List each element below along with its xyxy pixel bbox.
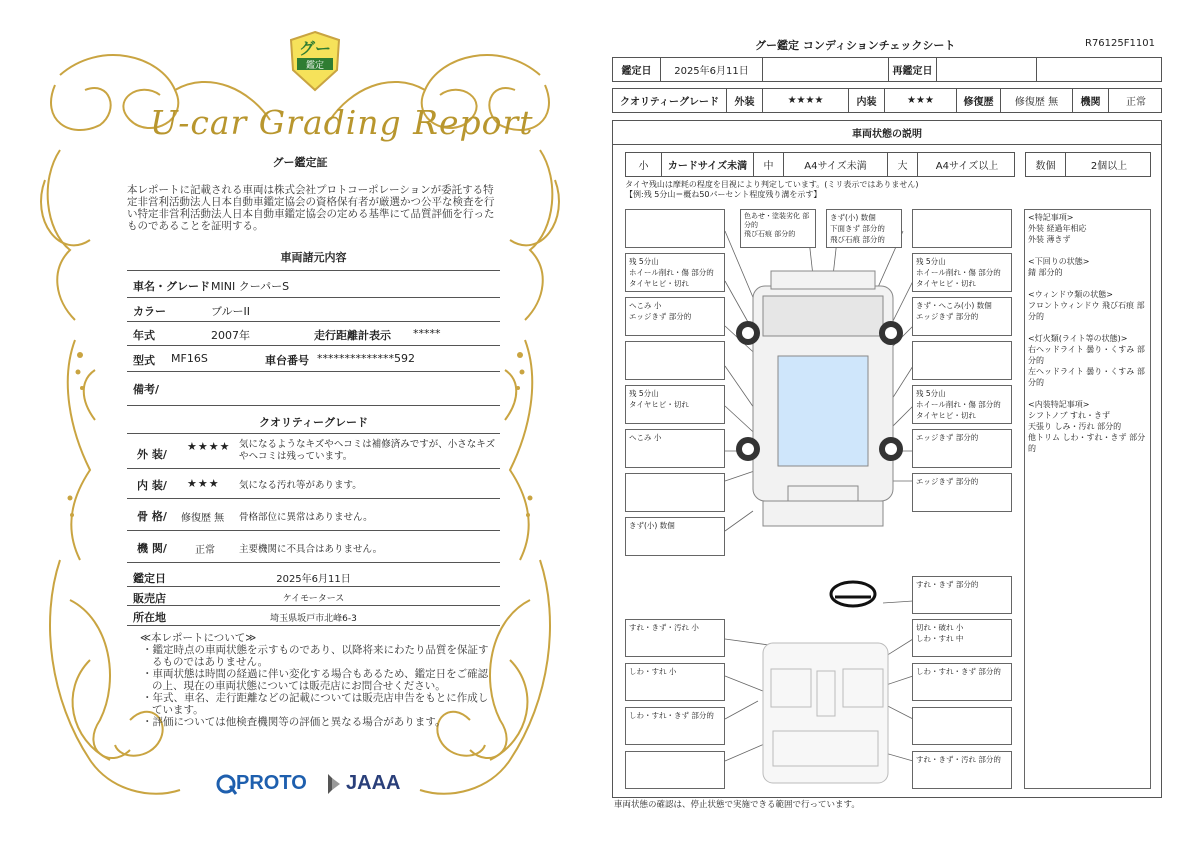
sheet-title: グー鑑定 コンディションチェックシート bbox=[755, 39, 956, 52]
quality-grade-label: クオリティーグレード bbox=[613, 89, 727, 112]
frame-value: 修復歴 無 bbox=[181, 513, 225, 524]
damage-box: 色あせ・塗装劣化 部分的 飛び石痕 部分的 bbox=[740, 209, 816, 248]
note-item: ・年式、車名、走行距離などの記載については販売店申告をもとに作成しています。 bbox=[142, 692, 489, 716]
damage-box: へこみ 小 bbox=[625, 429, 725, 468]
damage-box bbox=[625, 473, 725, 512]
interior-box bbox=[625, 751, 725, 789]
proto-logo-icon bbox=[218, 776, 236, 794]
address-value: 埼玉県坂戸市北峰6-3 bbox=[270, 614, 357, 624]
spec-row-model bbox=[127, 346, 500, 372]
damage-box: へこみ 小 エッジきず 部分的 bbox=[625, 297, 725, 336]
damage-box: 残 5分山 タイヤヒビ・切れ bbox=[625, 385, 725, 424]
sheet-footer-note: 車両状態の確認は、停止状態で実施できる範囲で行っています。 bbox=[614, 800, 860, 810]
damage-box bbox=[912, 341, 1012, 380]
damage-box: きず(小) 数個 下面きず 部分的 飛び石痕 部分的 bbox=[826, 209, 902, 248]
size-large-desc: A4サイズ以上 bbox=[935, 161, 999, 172]
note-item: ・評価については他検査機関等の評価と異なる場合があります。 bbox=[142, 716, 446, 728]
interior-box: すれ・きず・汚れ 小 bbox=[625, 619, 725, 657]
quality-grade-row bbox=[612, 88, 1162, 113]
color-value: ブルーII bbox=[211, 305, 251, 318]
remarks-label: 備考/ bbox=[133, 383, 160, 396]
grade-row-exterior bbox=[127, 435, 500, 469]
damage-box bbox=[912, 209, 1012, 248]
blank-cell bbox=[763, 58, 889, 81]
info-row-date bbox=[127, 566, 500, 587]
appraisal-date-row bbox=[612, 57, 1162, 82]
car-name-value: MINI クーパーS bbox=[211, 280, 290, 293]
model-value: MF16S bbox=[171, 352, 208, 365]
interior-box: しわ・すれ 小 bbox=[625, 663, 725, 701]
condition-check-sheet bbox=[605, 0, 1200, 848]
ext-label: 外装 bbox=[727, 89, 763, 112]
special-notes: <特記事項> 外装 経過年相応 外装 薄きず <下回りの状態> 錆 部分的 <ウィンドウ類の状態> フロントウィンドウ 飛び石痕 部分的 <灯火類(ライト等の状態)> 右ヘッドライト 曇り・くすみ 部分的 左ヘッドライト 曇り・くすみ 部分的 <内装特記事項> シフトノブ すれ・きず 天張り しみ・汚れ 部分的 他トリム しわ・すれ・きず 部分的 bbox=[1024, 209, 1151, 789]
engine-desc: 主要機関に不具合はありません。 bbox=[239, 544, 383, 555]
svg-text:鑑定: 鑑定 bbox=[305, 61, 325, 71]
grade-row-frame bbox=[127, 499, 500, 531]
int-stars: ★★★ bbox=[885, 89, 957, 112]
reappraisal-value bbox=[937, 58, 1037, 81]
dealer-label: 販売店 bbox=[133, 592, 166, 605]
exterior-desc: 気になるようなキズやヘコミは補修済みですが、小さなキズやヘコミは残っています。 bbox=[239, 439, 496, 462]
tire-example-note: 【例:残 5分山＝概ね50パーセント程度残り溝を示す】 bbox=[625, 190, 822, 199]
damage-box: 残 5分山 ホイール削れ・傷 部分的 タイヤヒビ・切れ bbox=[625, 253, 725, 292]
interior-box bbox=[912, 707, 1012, 745]
year-label: 年式 bbox=[133, 329, 155, 342]
steering-wheel-icon bbox=[831, 582, 875, 606]
tire-note: タイヤ残山は摩耗の程度を目視により判定しています。(ミリ表示ではありません) bbox=[625, 180, 919, 189]
dealer-value: ケイモータース bbox=[282, 594, 345, 604]
spec-row-remarks bbox=[127, 372, 500, 406]
divider bbox=[127, 433, 500, 434]
grade-row-interior bbox=[127, 469, 500, 499]
svg-text:グー: グー bbox=[298, 39, 332, 58]
interior-desc: 気になる汚れ等があります。 bbox=[239, 480, 362, 491]
jaaa-logo-icon bbox=[328, 774, 340, 794]
repair-value: 修復歴 無 bbox=[1001, 89, 1073, 112]
certificate-statement: 本レポートに記載される車両は株式会社プロトコーポレーションが委託する特定非営利活動法人日本自動車鑑定協会の資格保有者が厳選かつ公平な検査を行い特定非営利活動法人日本自動車鑑定協会の定める基準にて品質評価を行ったものであることを証明する。 bbox=[127, 184, 495, 232]
appraisal-date-label: 鑑定日 bbox=[613, 58, 661, 81]
note-item: ・鑑定時点の車両状態を示すものであり、以降将来にわたり品質を保証するものではありません。 bbox=[142, 644, 489, 668]
jaaa-logo-text: JAAA bbox=[346, 772, 401, 794]
exterior-stars: ★★★★ bbox=[187, 440, 231, 453]
certificate-title: グー鑑定証 bbox=[272, 156, 328, 169]
frame-label: 骨 格/ bbox=[137, 510, 167, 523]
damage-box bbox=[625, 341, 725, 380]
reappraisal-label: 再鑑定日 bbox=[889, 58, 937, 81]
car-name-label: 車名・グレード bbox=[133, 280, 210, 293]
engine-value: 正常 bbox=[195, 545, 215, 556]
note-item: ・車両状態は時間の経過に伴い変化する場合もあるため、鑑定日をご確認の上、現在の車両状態については販売店にお問合せください。 bbox=[142, 668, 489, 692]
interior-box: すれ・きず・汚れ 部分的 bbox=[912, 751, 1012, 789]
interior-box: しわ・すれ・きず 部分的 bbox=[912, 663, 1012, 701]
damage-box: きず・へこみ(小) 数個 エッジきず 部分的 bbox=[912, 297, 1012, 336]
exterior-label: 外 装/ bbox=[137, 448, 167, 461]
model-label: 型式 bbox=[133, 354, 155, 367]
blank-cell bbox=[1037, 58, 1163, 81]
chassis-label: 車台番号 bbox=[265, 354, 309, 367]
damage-box: きず(小) 数個 bbox=[625, 517, 725, 556]
mileage-label: 走行距離計表示 bbox=[314, 329, 391, 342]
damage-box: 残 5分山 ホイール削れ・傷 部分的 タイヤヒビ・切れ bbox=[912, 385, 1012, 424]
damage-box: 残 5分山 ホイール削れ・傷 部分的 タイヤヒビ・切れ bbox=[912, 253, 1012, 292]
mileage-value: ***** bbox=[413, 327, 441, 340]
size-medium-desc: A4サイズ未満 bbox=[784, 153, 888, 176]
grade-row-engine bbox=[127, 531, 500, 563]
chassis-value: **************592 bbox=[317, 352, 415, 365]
interior-stars: ★★★ bbox=[187, 477, 220, 490]
goo-appraisal-badge-icon bbox=[287, 30, 343, 92]
ext-stars: ★★★★ bbox=[763, 89, 849, 112]
year-value: 2007年 bbox=[211, 329, 250, 342]
engine-value: 正常 bbox=[1126, 97, 1146, 108]
spec-row-name bbox=[127, 272, 500, 298]
condition-section-title: 車両状態の説明 bbox=[613, 121, 1161, 145]
info-row-dealer bbox=[127, 587, 500, 606]
count-desc: 2個以上 bbox=[1090, 161, 1128, 172]
damage-box: エッジきず 部分的 bbox=[912, 429, 1012, 468]
info-row-address bbox=[127, 606, 500, 626]
quality-section-heading: クオリティーグレード bbox=[259, 416, 368, 429]
size-large: 大 bbox=[888, 153, 918, 176]
color-label: カラー bbox=[133, 305, 166, 318]
engine-label: 機 関/ bbox=[137, 542, 167, 555]
interior-box: しわ・すれ・きず 部分的 bbox=[625, 707, 725, 745]
int-label: 内装 bbox=[849, 89, 885, 112]
spec-section-heading: 車両諸元内容 bbox=[280, 251, 347, 264]
proto-logo-text: PROTO bbox=[236, 772, 307, 794]
date-label: 鑑定日 bbox=[133, 572, 166, 585]
interior-box: すれ・きず 部分的 bbox=[912, 576, 1012, 614]
footer-logos bbox=[216, 770, 416, 798]
condition-section bbox=[612, 120, 1162, 798]
interior-box: 切れ・破れ 小 しわ・すれ 中 bbox=[912, 619, 1012, 657]
date-value: 2025年6月11日 bbox=[276, 574, 351, 585]
notes-heading: ≪本レポートについて≫ bbox=[140, 632, 257, 644]
report-script-title: U-car Grading Report bbox=[150, 103, 534, 142]
appraisal-date-value: 2025年6月11日 bbox=[661, 58, 763, 81]
size-small: 小 bbox=[626, 153, 662, 176]
spec-row-year bbox=[127, 322, 500, 346]
engine-label: 機関 bbox=[1073, 89, 1109, 112]
divider bbox=[127, 270, 500, 271]
size-small-desc: カードサイズ未満 bbox=[662, 153, 754, 176]
interior-label: 内 装/ bbox=[137, 479, 167, 492]
repair-label: 修復歴 bbox=[957, 89, 1001, 112]
report-id: R76125F1101 bbox=[1085, 38, 1155, 49]
spec-row-color bbox=[127, 298, 500, 322]
damage-box: エッジきず 部分的 bbox=[912, 473, 1012, 512]
damage-box bbox=[625, 209, 725, 248]
report-notes bbox=[140, 632, 495, 728]
count-legend bbox=[1025, 152, 1151, 177]
frame-desc: 骨格部位に異常はありません。 bbox=[239, 512, 373, 523]
count-label: 数個 bbox=[1026, 153, 1066, 176]
address-label: 所在地 bbox=[133, 611, 166, 624]
size-medium: 中 bbox=[754, 153, 784, 176]
